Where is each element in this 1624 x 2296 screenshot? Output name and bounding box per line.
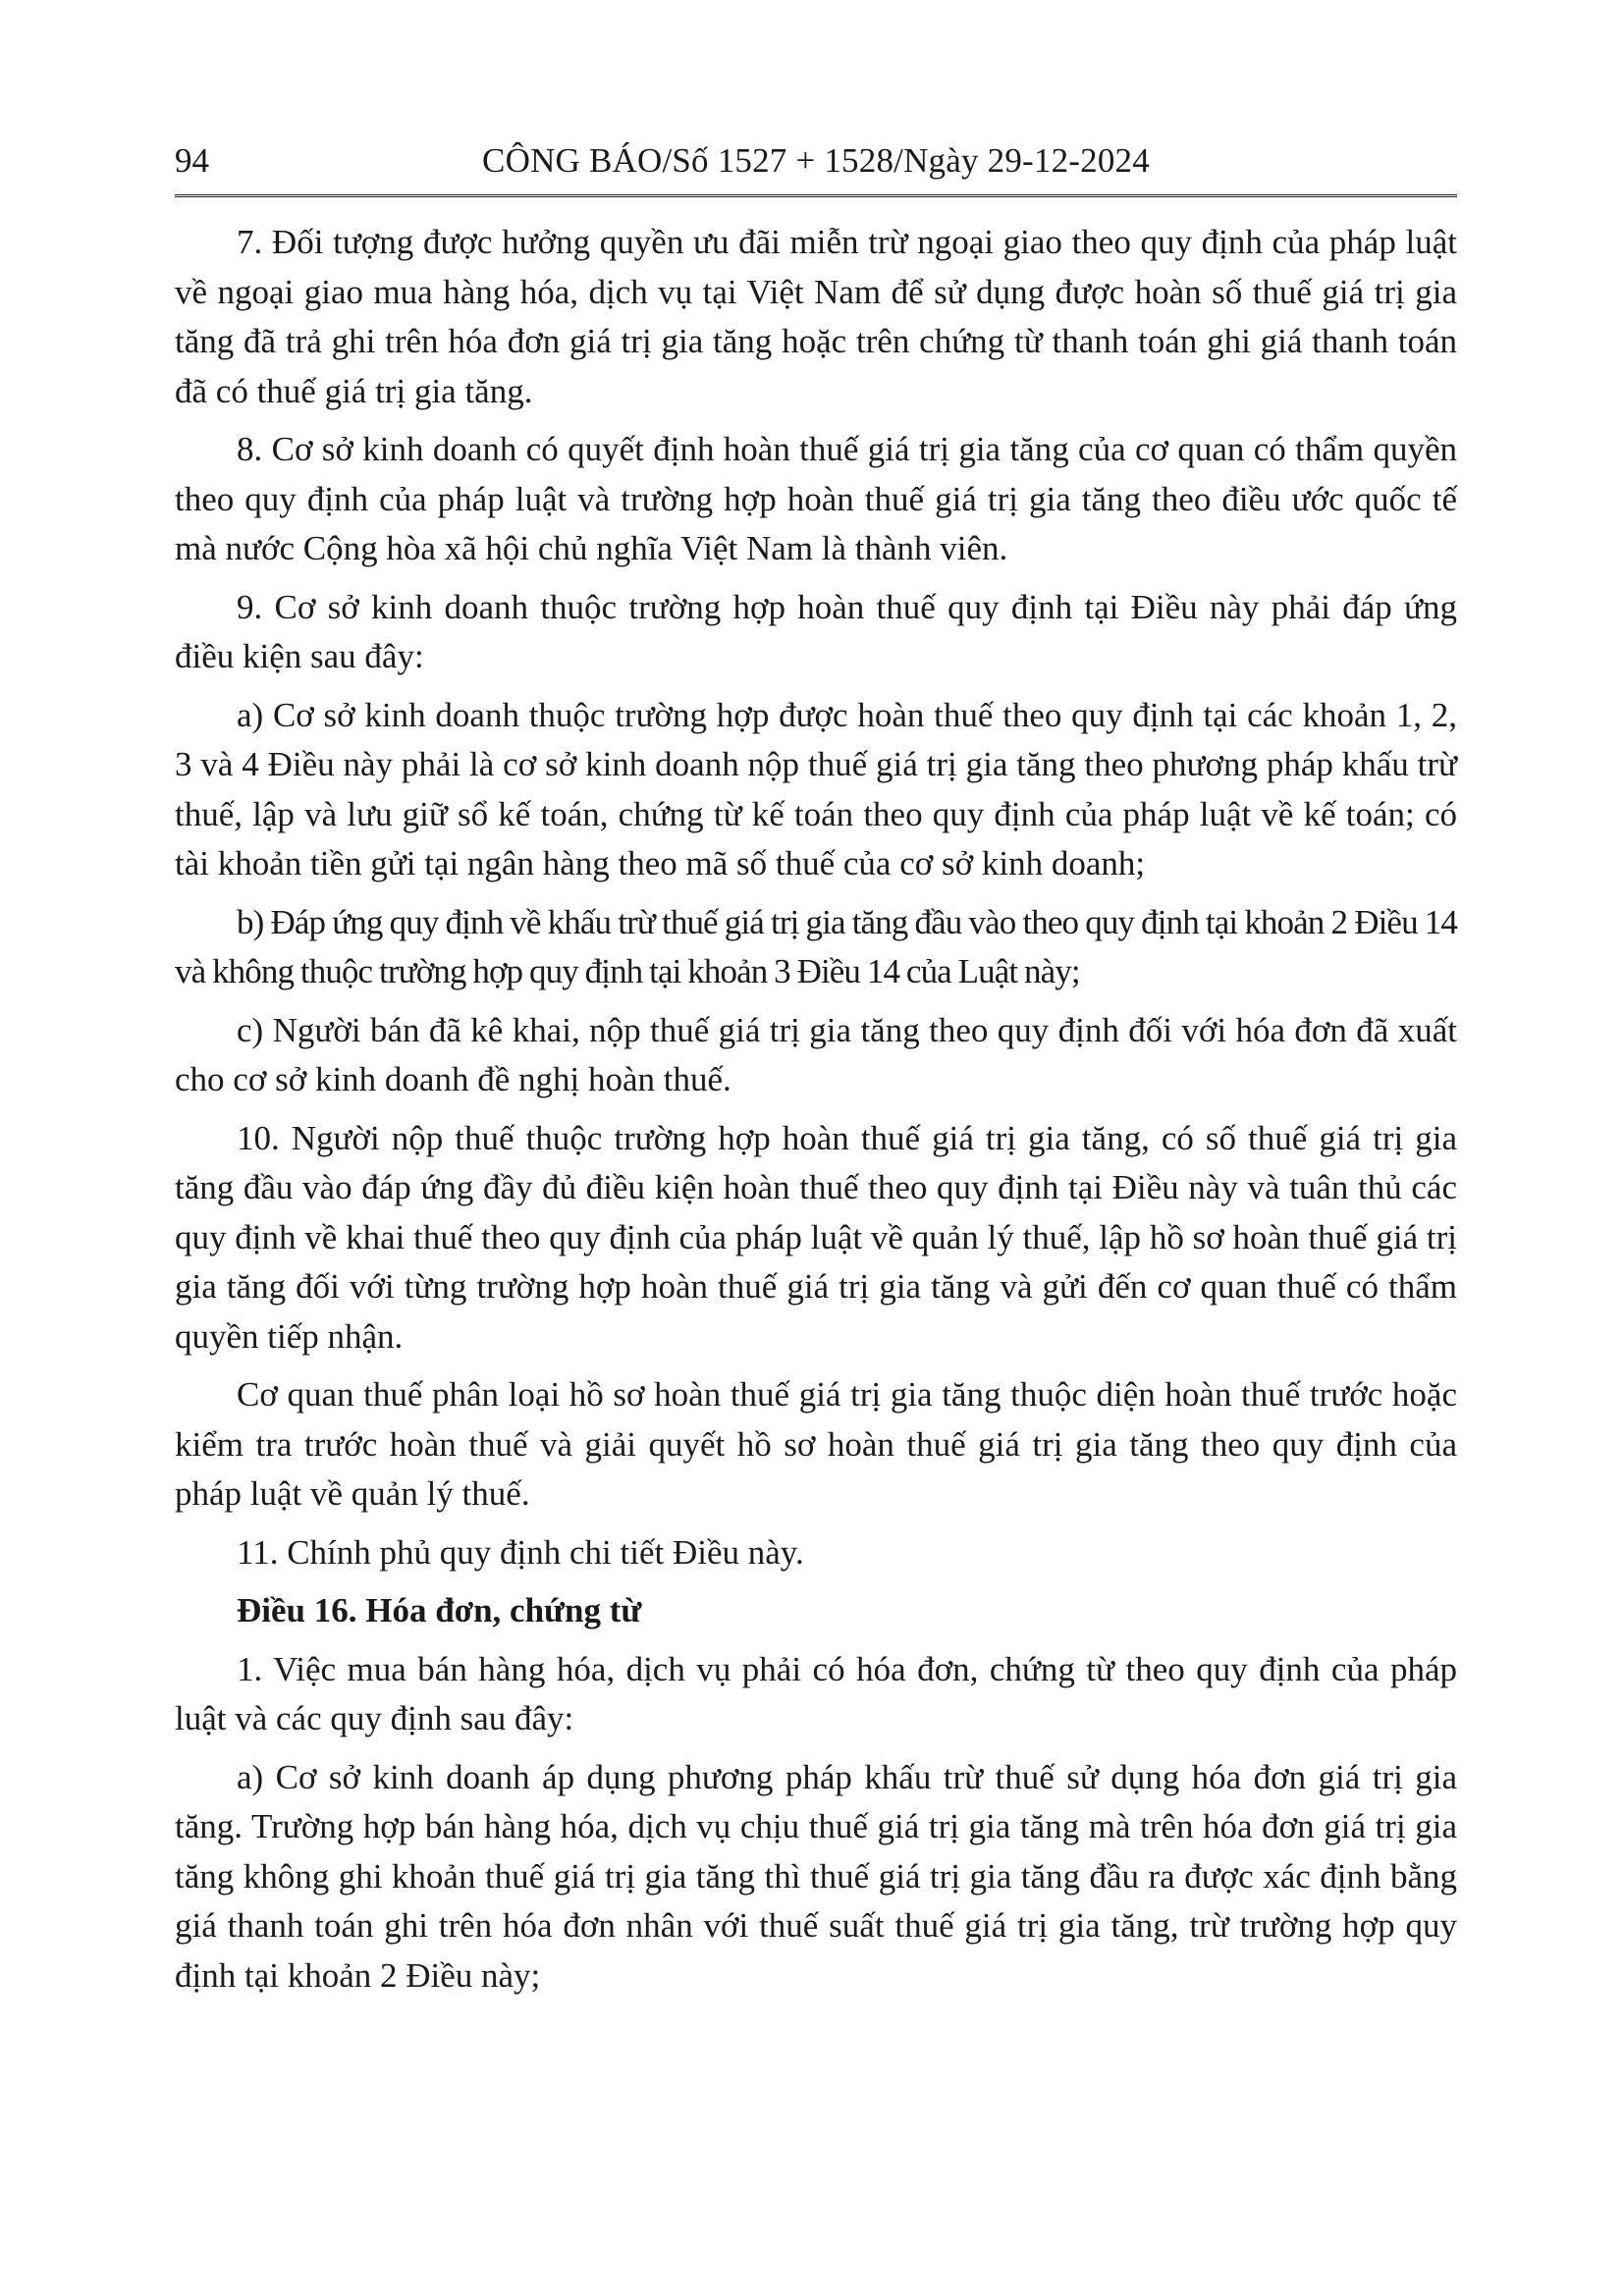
page-header bbox=[175, 139, 1457, 197]
clause-10-continuation: Cơ quan thuế phân loại hồ sơ hoàn thuế giá trị gia tăng thuộc diện hoàn thuế trước hoặc kiểm tra trước hoàn thuế và giải quyết hồ sơ hoàn thuế giá trị gia tăng theo quy định của pháp luật về quản lý thuế. bbox=[175, 1375, 1457, 1513]
clause-7: 7. Đối tượng được hưởng quyền ưu đãi miễn trừ ngoại giao theo quy định của pháp luật về ngoại giao mua hàng hóa, dịch vụ tại Việt Nam để sử dụng được hoàn số thuế giá trị gia tăng đã trả ghi trên hóa đơn giá trị gia tăng hoặc trên chứng từ thanh toán ghi giá thanh toán đã có thuế giá trị gia tăng. bbox=[175, 223, 1457, 410]
clause-8: 8. Cơ sở kinh doanh có quyết định hoàn thuế giá trị gia tăng của cơ quan có thẩm quyền theo quy định của pháp luật và trường hợp hoàn thuế giá trị gia tăng theo điều ước quốc tế mà nước Cộng hòa xã hội chủ nghĩa Việt Nam là thành viên. bbox=[175, 430, 1457, 567]
clause-10: 10. Người nộp thuế thuộc trường hợp hoàn thuế giá trị gia tăng, có số thuế giá trị gia tăng đầu vào đáp ứng đầy đủ điều kiện hoàn thuế theo quy định tại Điều này và tuân thủ các quy định về khai thuế theo quy định của pháp luật về quản lý thuế, lập hồ sơ hoàn thuế giá trị gia tăng đối với từng trường hợp hoàn thuế giá trị gia tăng và gửi đến cơ quan thuế có thẩm quyền tiếp nhận. bbox=[175, 1118, 1457, 1356]
clause-11: 11. Chính phủ quy định chi tiết Điều này. bbox=[237, 1532, 804, 1572]
clause-9: 9. Cơ sở kinh doanh thuộc trường hợp hoàn thuế quy định tại Điều này phải đáp ứng điều kiện sau đây: bbox=[175, 587, 1457, 675]
page-number: 94 bbox=[175, 141, 209, 180]
article-16-clause-1: 1. Việc mua bán hàng hóa, dịch vụ phải có hóa đơn, chứng từ theo quy định của pháp luật và các quy định sau đây: bbox=[175, 1649, 1457, 1737]
document-body bbox=[175, 218, 1457, 2009]
article-16-clause-1-point-a: a) Cơ sở kinh doanh áp dụng phương pháp khấu trừ thuế sử dụng hóa đơn giá trị gia tăng. Trường hợp bán hàng hóa, dịch vụ chịu thuế giá trị gia tăng mà trên hóa đơn giá trị gia tăng không ghi khoản thuế giá trị gia tăng thì thuế giá trị gia tăng đầu ra được xác định bằng giá thanh toán ghi trên hóa đơn nhân với thuế suất thuế giá trị gia tăng, trừ trường hợp quy định tại khoản 2 Điều này; bbox=[175, 1757, 1457, 1995]
article-16-heading: Điều 16. Hóa đơn, chứng từ bbox=[237, 1591, 642, 1629]
gazette-header-title: CÔNG BÁO/Số 1527 + 1528/Ngày 29-12-2024 bbox=[482, 141, 1150, 180]
clause-9-point-a: a) Cơ sở kinh doanh thuộc trường hợp được hoàn thuế theo quy định tại các khoản 1, 2, 3 và 4 Điều này phải là cơ sở kinh doanh nộp thuế giá trị gia tăng theo phương pháp khấu trừ thuế, lập và lưu giữ sổ kế toán, chứng từ kế toán theo quy định của pháp luật về kế toán; có tài khoản tiền gửi tại ngân hàng theo mã số thuế của cơ sở kinh doanh; bbox=[175, 695, 1457, 882]
clause-9-point-b: b) Đáp ứng quy định về khấu trừ thuế giá trị gia tăng đầu vào theo quy định tại khoản 2 Điều 14 và không thuộc trường hợp quy định tại khoản 3 Điều 14 của Luật này; bbox=[175, 902, 1457, 990]
clause-9-point-c: c) Người bán đã kê khai, nộp thuế giá trị gia tăng theo quy định đối với hóa đơn đã xuất cho cơ sở kinh doanh đề nghị hoàn thuế. bbox=[175, 1010, 1457, 1098]
